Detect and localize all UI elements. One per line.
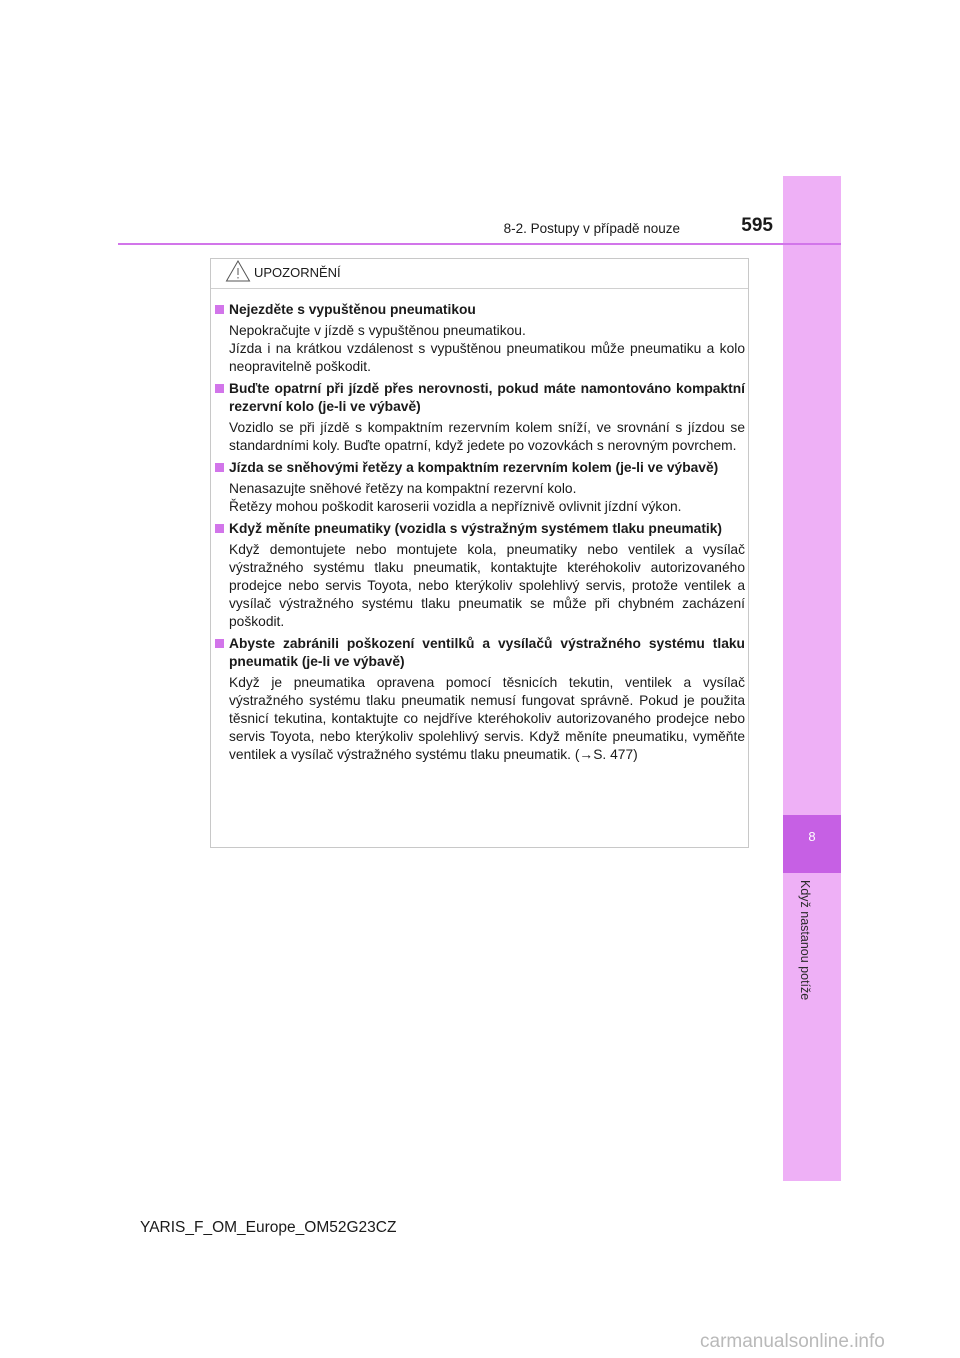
square-bullet-icon bbox=[215, 639, 224, 648]
warning-item-body bbox=[215, 322, 745, 376]
warning-item-paragraph: Nepokračujte v jízdě s vypuštěnou pneumatikou. bbox=[229, 323, 526, 338]
warning-item-title-text: Nejezděte s vypuštěnou pneumatikou bbox=[229, 302, 476, 317]
warning-item-paragraph: Vozidlo se při jízdě s kompaktním rezervním kolem sníží, ve srovnání s jízdou se standardními koly. Buďte opatrní, když jedete po vozovkách s nerovným povrchem. bbox=[229, 420, 745, 453]
warning-item-title-text: Buďte opatrní při jízdě přes nerovnosti, pokud máte namontováno kompaktní rezervní kolo (je-li ve výbavě) bbox=[229, 381, 745, 414]
warning-item-paragraph: Když demontujete nebo montujete kola, pneumatiky nebo ventilek a vysílač výstražného systému tlaku pneumatik, kontaktujte kteréhokoliv autorizovaného prodejce nebo servis Toyota, nebo kterýkoliv spolehlivý servis, protože ventilek a vysílač výstražného systému tlaku pneumatik se může při chybném zacházení poškodit. bbox=[229, 542, 745, 629]
warning-item bbox=[215, 459, 745, 516]
square-bullet-icon bbox=[215, 305, 224, 314]
warning-item-paragraph: Když je pneumatika opravena pomocí těsnicích tekutin, ventilek a vysílač výstražného systému tlaku pneumatik nemusí fungovat správně. Pokud je použita těsnicí tekutina, kontaktujte co nejdříve kteréhokoliv autorizovaného prodejce nebo servis Toyota, nebo kterýkoliv spolehlivý servis. Když měníte pneumatiku, vyměňte ventilek a vysílač výstražného systému tlaku pneumatik. (→S. 477) bbox=[229, 675, 745, 762]
warning-items bbox=[215, 301, 745, 768]
warning-box bbox=[210, 258, 749, 848]
warning-item-title-text: Jízda se sněhovými řetězy a kompaktním rezervním kolem (je-li ve výbavě) bbox=[229, 460, 719, 475]
square-bullet-icon bbox=[215, 384, 224, 393]
warning-item bbox=[215, 520, 745, 631]
warning-label: UPOZORNĚNÍ bbox=[254, 265, 341, 280]
chapter-number-block bbox=[783, 815, 841, 873]
warning-item-body bbox=[215, 419, 745, 455]
page-number: 595 bbox=[741, 215, 773, 236]
warning-item-body bbox=[215, 674, 745, 764]
warning-header bbox=[211, 259, 748, 289]
warning-item-title bbox=[215, 459, 745, 477]
section-heading: 8-2. Postupy v případě nouze bbox=[503, 221, 680, 236]
warning-triangle-icon bbox=[225, 259, 251, 283]
warning-item-paragraph: Jízda i na krátkou vzdálenost s vypuštěnou pneumatikou může pneumatiku a kolo neopravitelně poškodit. bbox=[229, 341, 745, 374]
warning-item-title bbox=[215, 301, 745, 319]
chapter-side-tab bbox=[783, 176, 841, 1181]
warning-item-body bbox=[215, 541, 745, 631]
warning-item-title bbox=[215, 380, 745, 416]
warning-item-paragraph: Nenasazujte sněhové řetězy na kompaktní rezervní kolo. bbox=[229, 481, 577, 496]
square-bullet-icon bbox=[215, 524, 224, 533]
warning-item-title bbox=[215, 635, 745, 671]
header-rule bbox=[118, 243, 841, 245]
warning-item-title-text: Abyste zabránili poškození ventilků a vysílačů výstražného systému tlaku pneumatik (je-li ve výbavě) bbox=[229, 636, 745, 669]
warning-item-title bbox=[215, 520, 745, 538]
warning-item bbox=[215, 380, 745, 455]
document-id: YARIS_F_OM_Europe_OM52G23CZ bbox=[140, 1219, 397, 1236]
warning-item-body bbox=[215, 480, 745, 516]
square-bullet-icon bbox=[215, 463, 224, 472]
warning-item bbox=[215, 635, 745, 764]
warning-item bbox=[215, 301, 745, 376]
chapter-number: 8 bbox=[808, 829, 816, 844]
chapter-title: Když nastanou potíže bbox=[798, 880, 812, 1001]
warning-item-title-text: Když měníte pneumatiky (vozidla s výstražným systémem tlaku pneumatik) bbox=[229, 521, 723, 536]
warning-item-paragraph: Řetězy mohou poškodit karoserii vozidla a nepříznivě ovlivnit jízdní výkon. bbox=[229, 499, 682, 514]
watermark: carmanualsonline.info bbox=[700, 1331, 885, 1352]
